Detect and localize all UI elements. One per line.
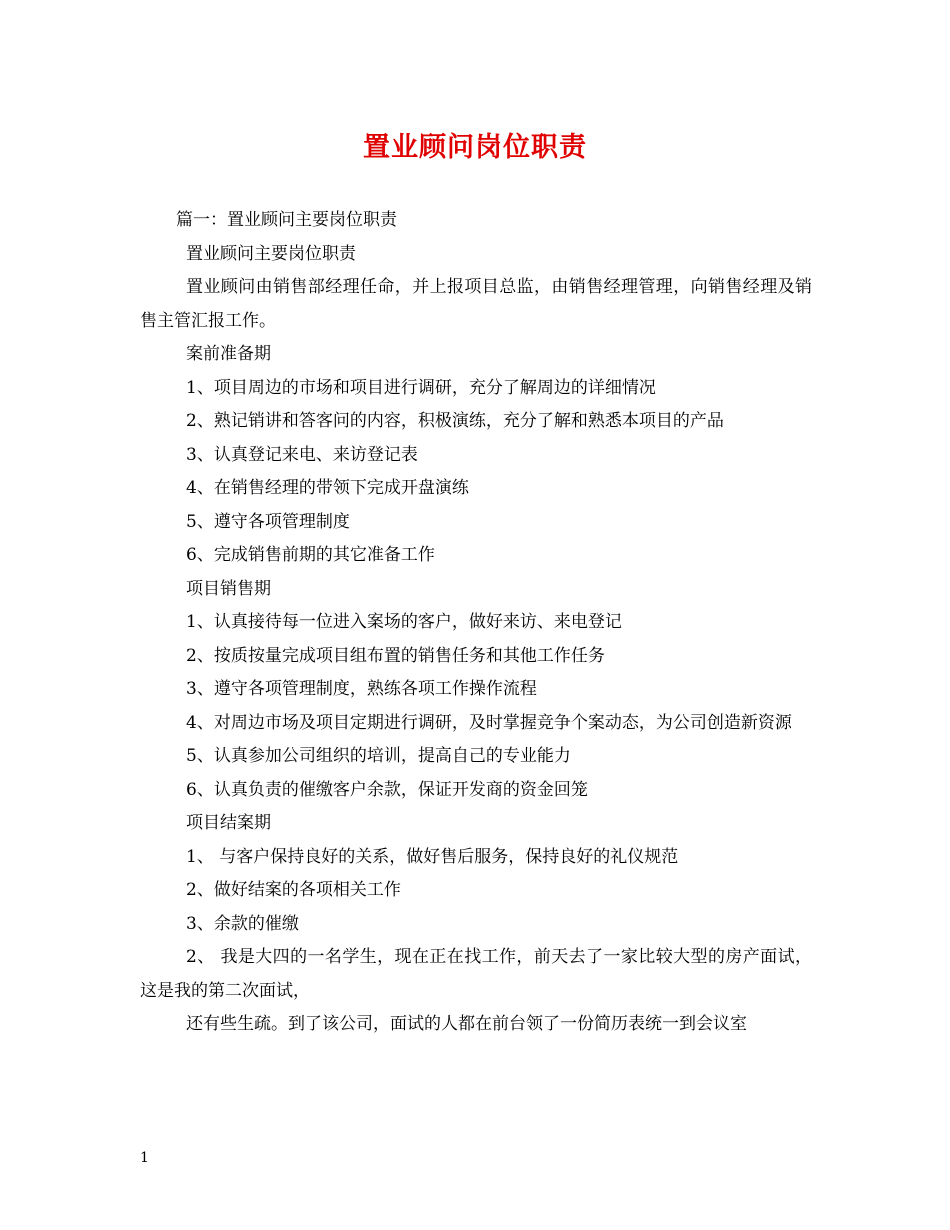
paragraph-intro: 置业顾问由销售部经理任命，并上报项目总监，由销售经理管理，向销售经理及销售主管汇报工作。 xyxy=(140,277,812,331)
list-item: 5、遵守各项管理制度 xyxy=(186,511,350,532)
list-item: 2、按质按量完成项目组布置的销售任务和其他工作任务 xyxy=(186,645,605,666)
list-item: 3、余款的催缴 xyxy=(186,913,299,934)
paragraph-narrative: 2、 我是大四的一名学生，现在正在找工作，前天去了一家比较大型的房产面试，这是我的第二次面试， xyxy=(140,947,812,1001)
list-item: 1、认真接待每一位进入案场的客户，做好来访、来电登记 xyxy=(186,612,622,632)
list-item: 6、认真负责的催缴客户余款，保证开发商的资金回笼 xyxy=(186,779,588,800)
list-item: 3、遵守各项管理制度，熟练各项工作操作流程 xyxy=(186,679,537,699)
paragraph-phase-heading: 项目销售期 xyxy=(186,578,271,599)
list-item: 2、做好结案的各项相关工作 xyxy=(186,880,401,900)
paragraph-narrative: 还有些生疏。到了该公司，面试的人都在前台领了一份简历表统一到会议室 xyxy=(186,1014,747,1034)
list-item: 1、项目周边的市场和项目进行调研，充分了解周边的详细情况 xyxy=(186,377,656,398)
document-title: 置业顾问岗位职责 xyxy=(363,132,587,163)
list-item: 1、 与客户保持良好的关系，做好售后服务，保持良好的礼仪规范 xyxy=(186,846,679,867)
list-item: 2、熟记销讲和答客问的内容，积极演练，充分了解和熟悉本项目的产品 xyxy=(186,411,724,431)
paragraph-subheading: 置业顾问主要岗位职责 xyxy=(186,243,356,264)
paragraph-section-heading: 篇一：置业顾问主要岗位职责 xyxy=(176,210,397,230)
list-item: 5、认真参加公司组织的培训，提高自己的专业能力 xyxy=(186,746,571,766)
paragraph-phase-heading: 项目结案期 xyxy=(186,813,271,833)
document-body xyxy=(140,204,812,1042)
list-item: 3、认真登记来电、来访登记表 xyxy=(186,444,418,465)
list-item: 4、对周边市场及项目定期进行调研，及时掌握竞争个案动态，为公司创造新资源 xyxy=(186,712,792,733)
paragraph-phase-heading: 案前准备期 xyxy=(186,344,271,364)
list-item: 4、在销售经理的带领下完成开盘演练 xyxy=(186,478,469,498)
list-item: 6、完成销售前期的其它准备工作 xyxy=(186,545,435,565)
page-number: 1 xyxy=(140,1150,149,1166)
